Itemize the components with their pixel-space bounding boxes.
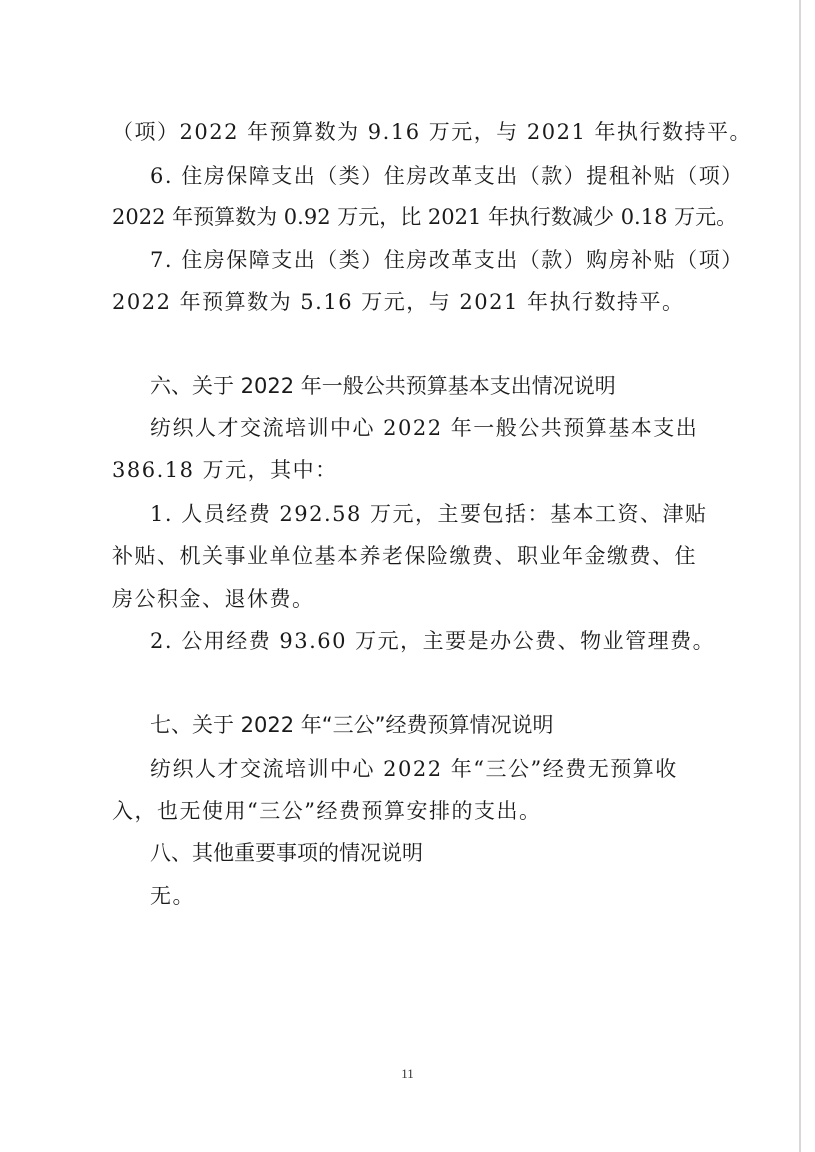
paragraph-line: （项）2022 年预算数为 9.16 万元，与 2021 年执行数持平。	[112, 120, 753, 144]
section-8-heading: 八、其他重要事项的情况说明	[150, 841, 423, 865]
section-7-body-line-1: 纺织人才交流培训中心 2022 年“三公”经费无预算收	[150, 757, 678, 781]
section-7-body-line-2: 入，也无使用“三公”经费预算安排的支出。	[112, 799, 542, 823]
section-8-body: 无。	[150, 884, 195, 908]
personnel-expense-line-2: 补贴、机关事业单位基本养老保险缴费、职业年金缴费、住	[112, 544, 697, 568]
personnel-expense-line-1: 1. 人员经费 292.58 万元，主要包括：基本工资、津贴	[150, 502, 708, 526]
section-6-intro-line-2: 386.18 万元，其中：	[112, 458, 338, 482]
item-7-line-2: 2022 年预算数为 5.16 万元，与 2021 年执行数持平。	[112, 290, 685, 314]
section-7-heading: 七、关于 2022 年“三公”经费预算情况说明	[150, 713, 554, 737]
personnel-expense-line-3: 房公积金、退休费。	[112, 587, 315, 611]
section-6-heading: 六、关于 2022 年一般公共预算基本支出情况说明	[150, 374, 616, 398]
section-6-intro-line-1: 纺织人才交流培训中心 2022 年一般公共预算基本支出	[150, 416, 699, 440]
item-6-line-2: 2022 年预算数为 0.92 万元，比 2021 年执行数减少 0.18 万元。	[112, 205, 738, 229]
item-7-line-1: 7. 住房保障支出（类）住房改革支出（款）购房补贴（项）	[150, 248, 744, 272]
public-expense-line: 2. 公用经费 93.60 万元，主要是办公费、物业管理费。	[150, 629, 716, 653]
item-6-line-1: 6. 住房保障支出（类）住房改革支出（款）提租补贴（项）	[150, 164, 744, 188]
page-number: 11	[401, 1066, 414, 1081]
